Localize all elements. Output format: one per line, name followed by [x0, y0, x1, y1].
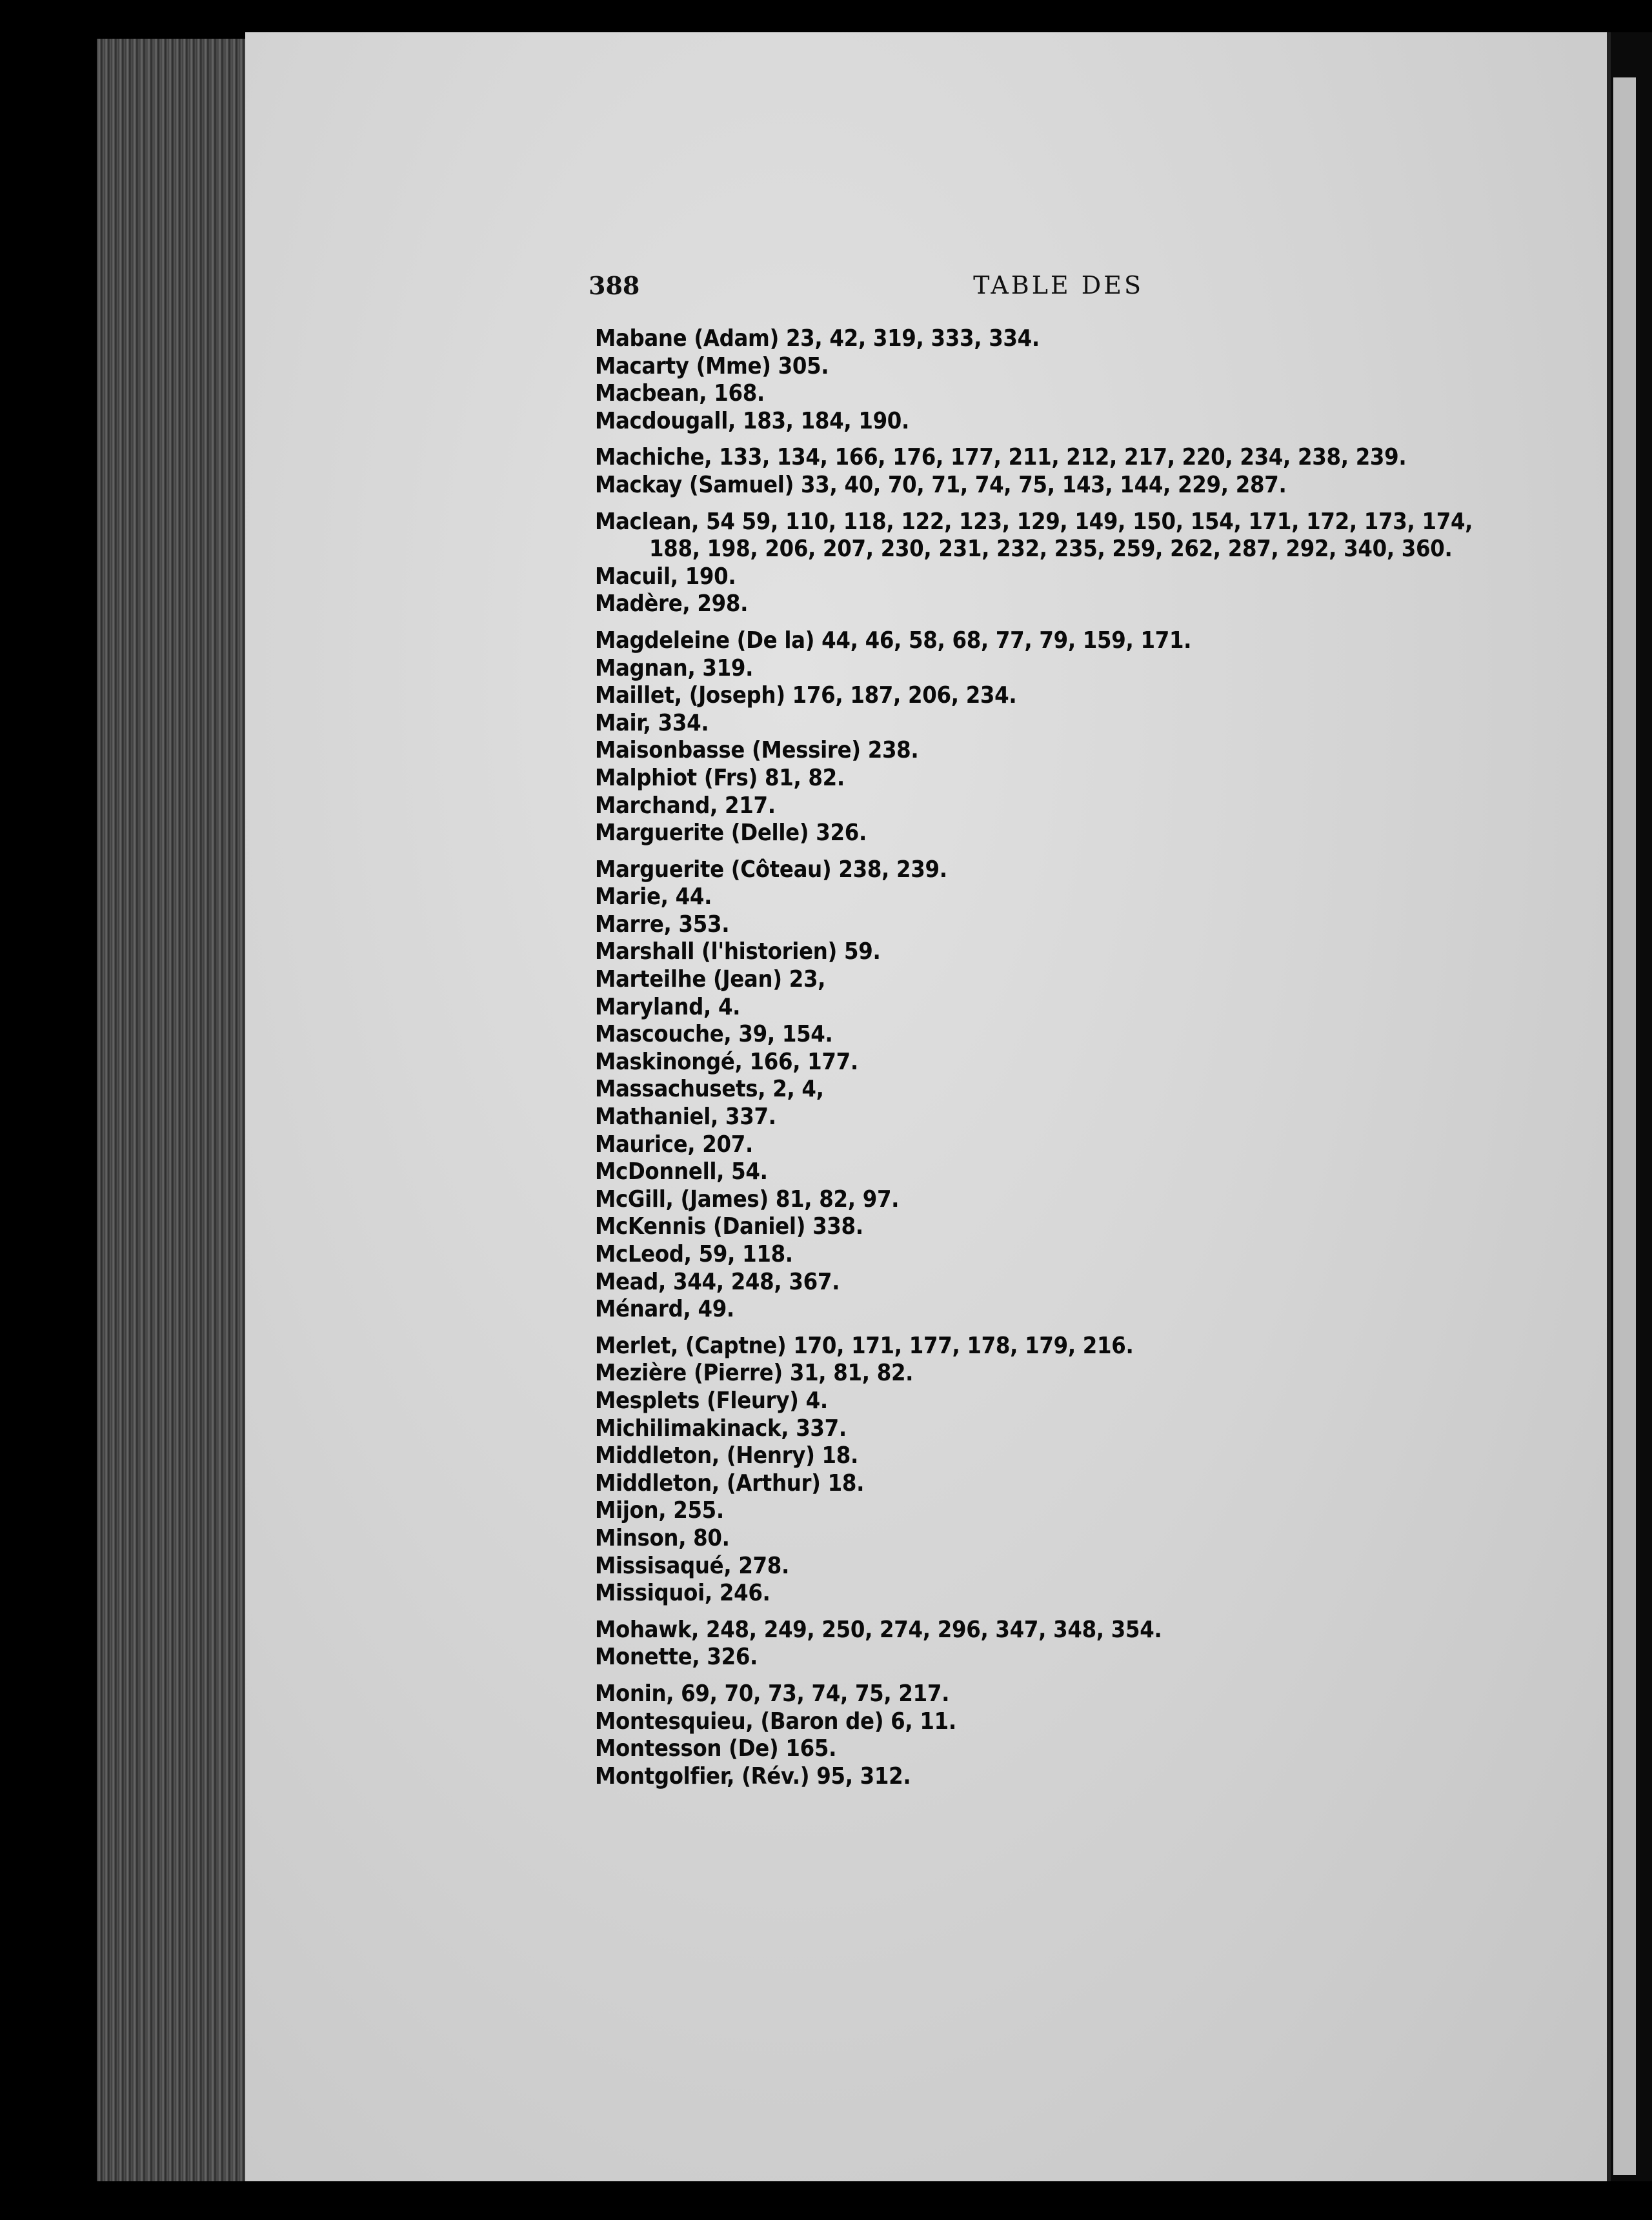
index-entry: Mackay (Samuel) 33, 40, 70, 71, 74, 75, 143, 144, 229, 287.	[595, 471, 1287, 498]
index-entry: Michilimakinack, 337.	[595, 1415, 847, 1442]
index-entry: Massachusets, 2, 4,	[595, 1076, 824, 1103]
index-entry: Maisonbasse (Messire) 238.	[595, 737, 919, 764]
page-header	[589, 271, 1143, 310]
index-entry: Middleton, (Henry) 18.	[595, 1442, 859, 1469]
index-entry: Maryland, 4.	[595, 993, 741, 1020]
book-page-edges	[97, 39, 252, 2181]
index-entry: Macuil, 190.	[595, 563, 736, 590]
index-entry: Montgolfier, (Rév.) 95, 312.	[595, 1762, 911, 1790]
index-entry: Middleton, (Arthur) 18.	[595, 1469, 865, 1497]
index-entry: Maillet, (Joseph) 176, 187, 206, 234.	[595, 682, 1017, 709]
index-entry: Mabane (Adam) 23, 42, 319, 333, 334.	[595, 325, 1040, 352]
index-entry: Marre, 353.	[595, 911, 730, 938]
index-entry: Madère, 298.	[595, 590, 749, 618]
index-entry: Machiche, 133, 134, 166, 176, 177, 211, 212, 217, 220, 234, 238, 239.	[595, 444, 1407, 471]
index-entry: Macdougall, 183, 184, 190.	[595, 407, 910, 434]
index-entry: Minson, 80.	[595, 1524, 730, 1551]
index-list	[595, 325, 1498, 1790]
index-entry: Mezière (Pierre) 31, 81, 82.	[595, 1360, 914, 1387]
index-entry: Mesplets (Fleury) 4.	[595, 1387, 828, 1414]
index-entry: Magnan, 319.	[595, 654, 754, 681]
index-entry: Marchand, 217.	[595, 792, 776, 819]
index-entry: Maurice, 207.	[595, 1131, 753, 1158]
index-entry: McGill, (James) 81, 82, 97.	[595, 1186, 900, 1213]
index-entry: Mijon, 255.	[595, 1497, 724, 1524]
index-entry: Merlet, (Captne) 170, 171, 177, 178, 179, 216.	[595, 1332, 1134, 1359]
index-entry: Mascouche, 39, 154.	[595, 1021, 833, 1048]
index-entry: Monette, 326.	[595, 1644, 758, 1671]
index-entry: Monin, 69, 70, 73, 74, 75, 217.	[595, 1680, 950, 1707]
index-entry: Marteilhe (Jean) 23,	[595, 966, 826, 993]
index-entry: Missiquoi, 246.	[595, 1580, 771, 1607]
running-head: TABLE DES	[973, 271, 1143, 299]
index-entry: Mair, 334.	[595, 709, 709, 736]
index-entry: Ménard, 49.	[595, 1296, 734, 1323]
index-entry: McKennis (Daniel) 338.	[595, 1213, 863, 1240]
index-entry: Marie, 44.	[595, 883, 712, 911]
index-entry: Marguerite (Delle) 326.	[595, 820, 867, 847]
index-entry: McLeod, 59, 118.	[595, 1241, 793, 1267]
page-number: 388	[589, 271, 640, 300]
index-entry: Mead, 344, 248, 367.	[595, 1268, 840, 1295]
index-entry: Magdeleine (De la) 44, 46, 58, 68, 77, 79, 159, 171.	[595, 627, 1192, 654]
index-entry: Maclean, 54 59, 110, 118, 122, 123, 129, 149, 150, 154, 171, 172, 173, 174, 188, 198, 206, 207, 230, 231, 232, 235, 259, 262, 287, 292, 340, 360.	[595, 508, 1473, 563]
index-entry: Malphiot (Frs) 81, 82.	[595, 764, 845, 791]
index-entry: Mathaniel, 337.	[595, 1104, 776, 1131]
index-entry: Missisaqué, 278.	[595, 1552, 790, 1579]
index-entry: Maskinongé, 166, 177.	[595, 1048, 858, 1075]
index-entry: Macarty (Mme) 305.	[595, 352, 829, 379]
index-entry: McDonnell, 54.	[595, 1158, 768, 1186]
index-entry: Macbean, 168.	[595, 380, 765, 407]
index-entry: Marshall (l'historien) 59.	[595, 938, 881, 965]
index-entry: Marguerite (Côteau) 238, 239.	[595, 856, 947, 883]
index-entry: Montesquieu, (Baron de) 6, 11.	[595, 1708, 956, 1735]
index-entry: Montesson (De) 165.	[595, 1735, 837, 1762]
index-entry: Mohawk, 248, 249, 250, 274, 296, 347, 348, 354.	[595, 1616, 1162, 1643]
facing-page-sliver	[1613, 77, 1636, 2175]
